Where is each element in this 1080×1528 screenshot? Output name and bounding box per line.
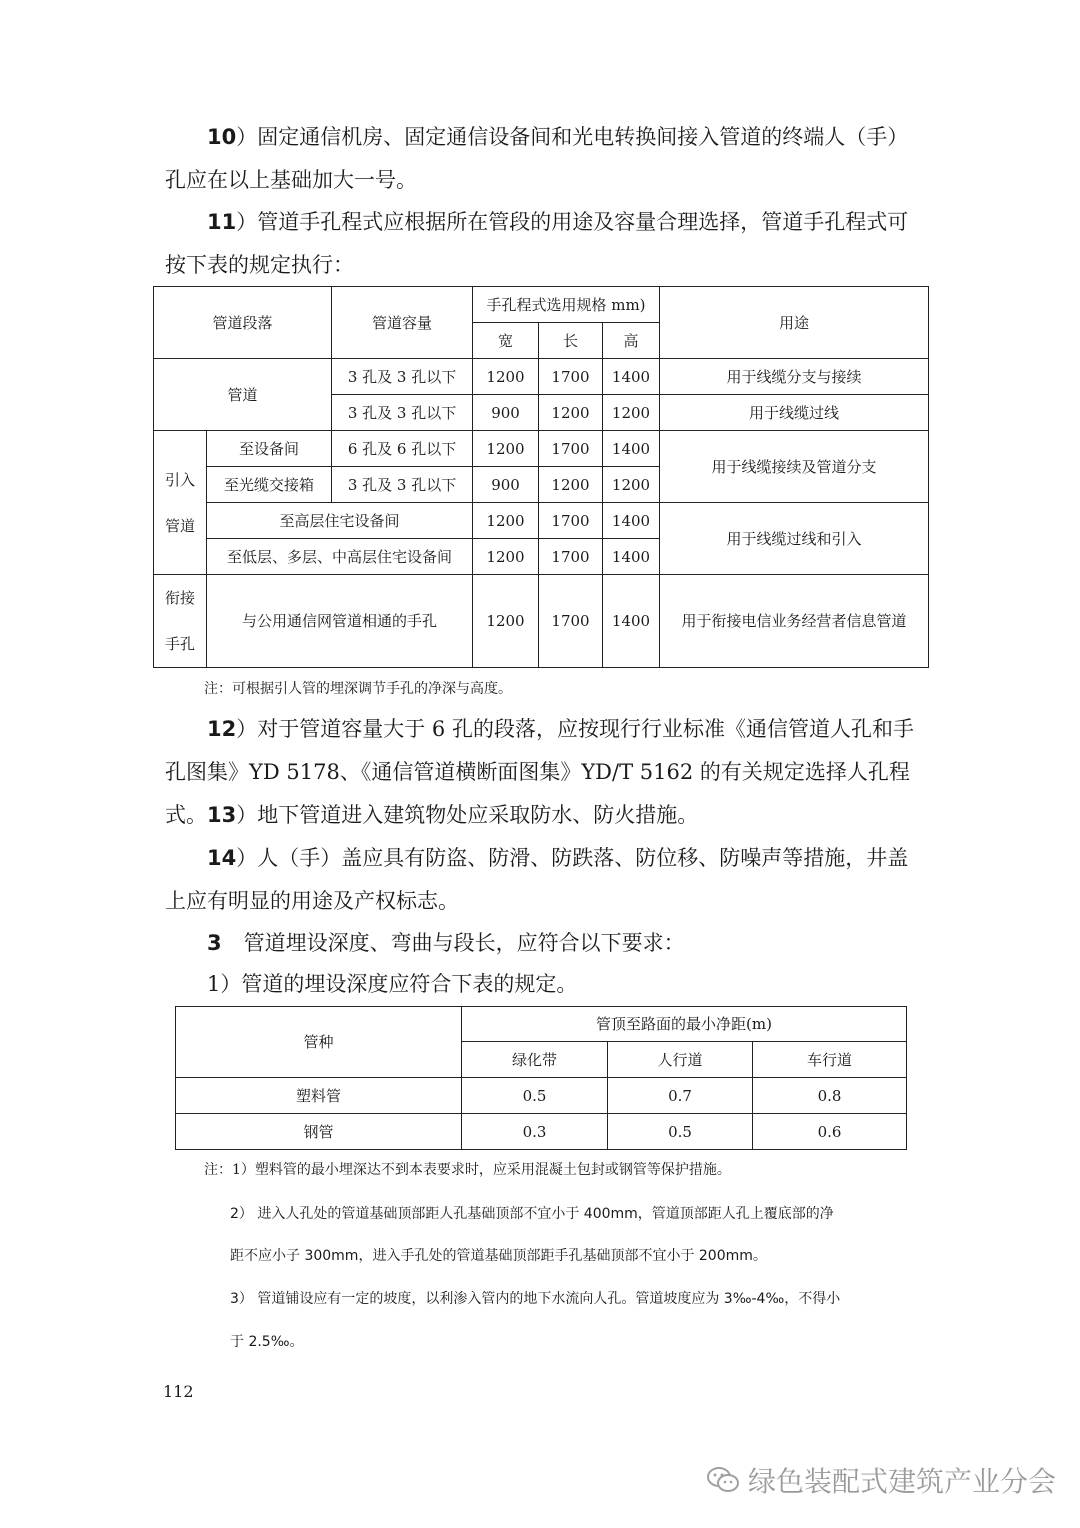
- handhole-spec-table: [153, 286, 929, 668]
- header-capacity: 管道容量: [332, 287, 473, 359]
- item-number: 14: [207, 846, 237, 870]
- cell-length: 1200: [539, 395, 603, 431]
- header-min-clearance: 管顶至路面的最小净距(m): [462, 1007, 907, 1042]
- cell-length: 1700: [539, 359, 603, 395]
- header-roadway: 车行道: [753, 1042, 907, 1078]
- cell-width: 1200: [473, 503, 539, 539]
- cell-capacity: 3 孔及 3 孔以下: [332, 395, 473, 431]
- watermark: [706, 1460, 1056, 1500]
- cell-usage: 用于线缆分支与接续: [660, 359, 929, 395]
- cell-usage: 用于线缆接续及管道分支: [660, 431, 929, 503]
- cell-pipe-type: 钢管: [176, 1114, 462, 1150]
- cell-green-belt: 0.3: [462, 1114, 608, 1150]
- cell-length: 1700: [539, 503, 603, 539]
- cell-height: 1200: [603, 467, 660, 503]
- cell-length: 1700: [539, 575, 603, 668]
- group-joint-handhole: [154, 575, 207, 668]
- section-3-heading: [165, 922, 920, 965]
- item-number: 10: [207, 125, 237, 149]
- header-usage: 用途: [660, 287, 929, 359]
- cell-width: 900: [473, 395, 539, 431]
- wechat-icon: [706, 1465, 740, 1495]
- burial-depth-table: [175, 1006, 907, 1150]
- group-intro-line1: 引入: [164, 470, 195, 489]
- cell-length: 1700: [539, 539, 603, 575]
- item-number: 11: [207, 210, 237, 234]
- watermark-text: 绿色装配式建筑产业分会: [748, 1465, 1057, 1498]
- cell-length: 1200: [539, 467, 603, 503]
- header-sidewalk: 人行道: [608, 1042, 753, 1078]
- paragraph-13: [165, 794, 920, 837]
- cell-green-belt: 0.5: [462, 1078, 608, 1114]
- paragraph-text: ）地下管道进入建筑物处应采取防水、防火措施。: [236, 803, 699, 827]
- cell-roadway: 0.8: [753, 1078, 907, 1114]
- section-number: 3: [207, 931, 222, 955]
- cell-capacity: 6 孔及 6 孔以下: [332, 431, 473, 467]
- cell-sub-segment: 至低层、多层、中高层住宅设备间: [207, 539, 473, 575]
- header-segment: 管道段落: [154, 287, 332, 359]
- cell-capacity: 3 孔及 3 孔以下: [332, 359, 473, 395]
- paragraph-text: ）固定通信机房、固定通信设备间和光电转换间接入管道的终端人（手）孔应在以上基础加大一号。: [165, 125, 909, 192]
- cell-height: 1400: [603, 539, 660, 575]
- header-width: 宽: [473, 323, 539, 359]
- cell-length: 1700: [539, 431, 603, 467]
- cell-width: 1200: [473, 359, 539, 395]
- header-spec: 手孔程式选用规格 mm): [473, 287, 660, 323]
- cell-width: 900: [473, 467, 539, 503]
- section-text: 管道埋设深度、弯曲与段长，应符合以下要求：: [243, 931, 685, 955]
- cell-sub-segment: 至设备间: [207, 431, 332, 467]
- paragraph-text: ）管道手孔程式应根据所在管段的用途及容量合理选择，管道手孔程式可按下表的规定执行：: [165, 210, 909, 277]
- table2-note-3-line2: 于 2.5‰。: [230, 1334, 304, 1350]
- paragraph-14: [165, 837, 920, 923]
- paragraph-text: ）对于管道容量大于 6 孔的段落，应按现行行业标准《通信管道人孔和手孔图集》YD 5178、《通信管道横断面图集》YD/T 5162 的有关规定选择人孔程式。: [165, 717, 914, 827]
- cell-height: 1200: [603, 395, 660, 431]
- cell-height: 1400: [603, 359, 660, 395]
- item-1: 1）管道的埋设深度应符合下表的规定。: [207, 972, 578, 996]
- header-length: 长: [539, 323, 603, 359]
- table2-note-2-line2: 距不应小子 300mm，进入手孔处的管道基础顶部距手孔基础顶部不宜小于 200mm。: [230, 1248, 767, 1264]
- cell-usage: 用于衔接电信业务经营者信息管道: [660, 575, 929, 668]
- paragraph-10: [165, 116, 920, 202]
- cell-usage: 用于线缆过线和引入: [660, 503, 929, 575]
- table2-note-1: 注：1）塑料管的最小埋深达不到本表要求时，应采用混凝土包封或钢管等保护措施。: [204, 1162, 731, 1178]
- group-intro-pipe: [154, 431, 207, 575]
- cell-width: 1200: [473, 575, 539, 668]
- group-join-line1: 衔接: [164, 589, 195, 607]
- group-pipe: 管道: [154, 359, 332, 431]
- group-intro-line2: 管道: [164, 516, 195, 535]
- page-number: 112: [163, 1382, 194, 1401]
- cell-pipe-type: 塑料管: [176, 1078, 462, 1114]
- cell-width: 1200: [473, 431, 539, 467]
- header-pipe-type: 管种: [176, 1007, 462, 1078]
- cell-usage: 用于线缆过线: [660, 395, 929, 431]
- cell-sidewalk: 0.7: [608, 1078, 753, 1114]
- cell-width: 1200: [473, 539, 539, 575]
- cell-sub-segment: 与公用通信网管道相通的手孔: [207, 575, 473, 668]
- item-number: 12: [207, 717, 237, 741]
- header-green-belt: 绿化带: [462, 1042, 608, 1078]
- group-join-line2: 手孔: [164, 635, 195, 653]
- paragraph-text: ）人（手）盖应具有防盗、防滑、防跌落、防位移、防噪声等措施，井盖上应有明显的用途及产权标志。: [165, 846, 909, 913]
- header-height: 高: [603, 323, 660, 359]
- cell-height: 1400: [603, 503, 660, 539]
- cell-sub-segment: 至高层住宅设备间: [207, 503, 473, 539]
- table2-note-3-line1: 3） 管道铺设应有一定的坡度，以利渗入管内的地下水流向人孔。管道坡度应为 3‰-4‰，不得小: [230, 1291, 841, 1307]
- paragraph-11: [165, 201, 920, 287]
- table2-note-2-line1: 2） 进入人孔处的管道基础顶部距人孔基础顶部不宜小于 400mm，管道顶部距人孔上覆底部的净: [230, 1206, 834, 1222]
- item-number: 13: [207, 803, 237, 827]
- cell-roadway: 0.6: [753, 1114, 907, 1150]
- cell-height: 1400: [603, 575, 660, 668]
- table1-note: 注：可根据引人管的埋深调节手孔的净深与高度。: [204, 681, 512, 697]
- cell-capacity: 3 孔及 3 孔以下: [332, 467, 473, 503]
- cell-height: 1400: [603, 431, 660, 467]
- cell-sidewalk: 0.5: [608, 1114, 753, 1150]
- cell-sub-segment: 至光缆交接箱: [207, 467, 332, 503]
